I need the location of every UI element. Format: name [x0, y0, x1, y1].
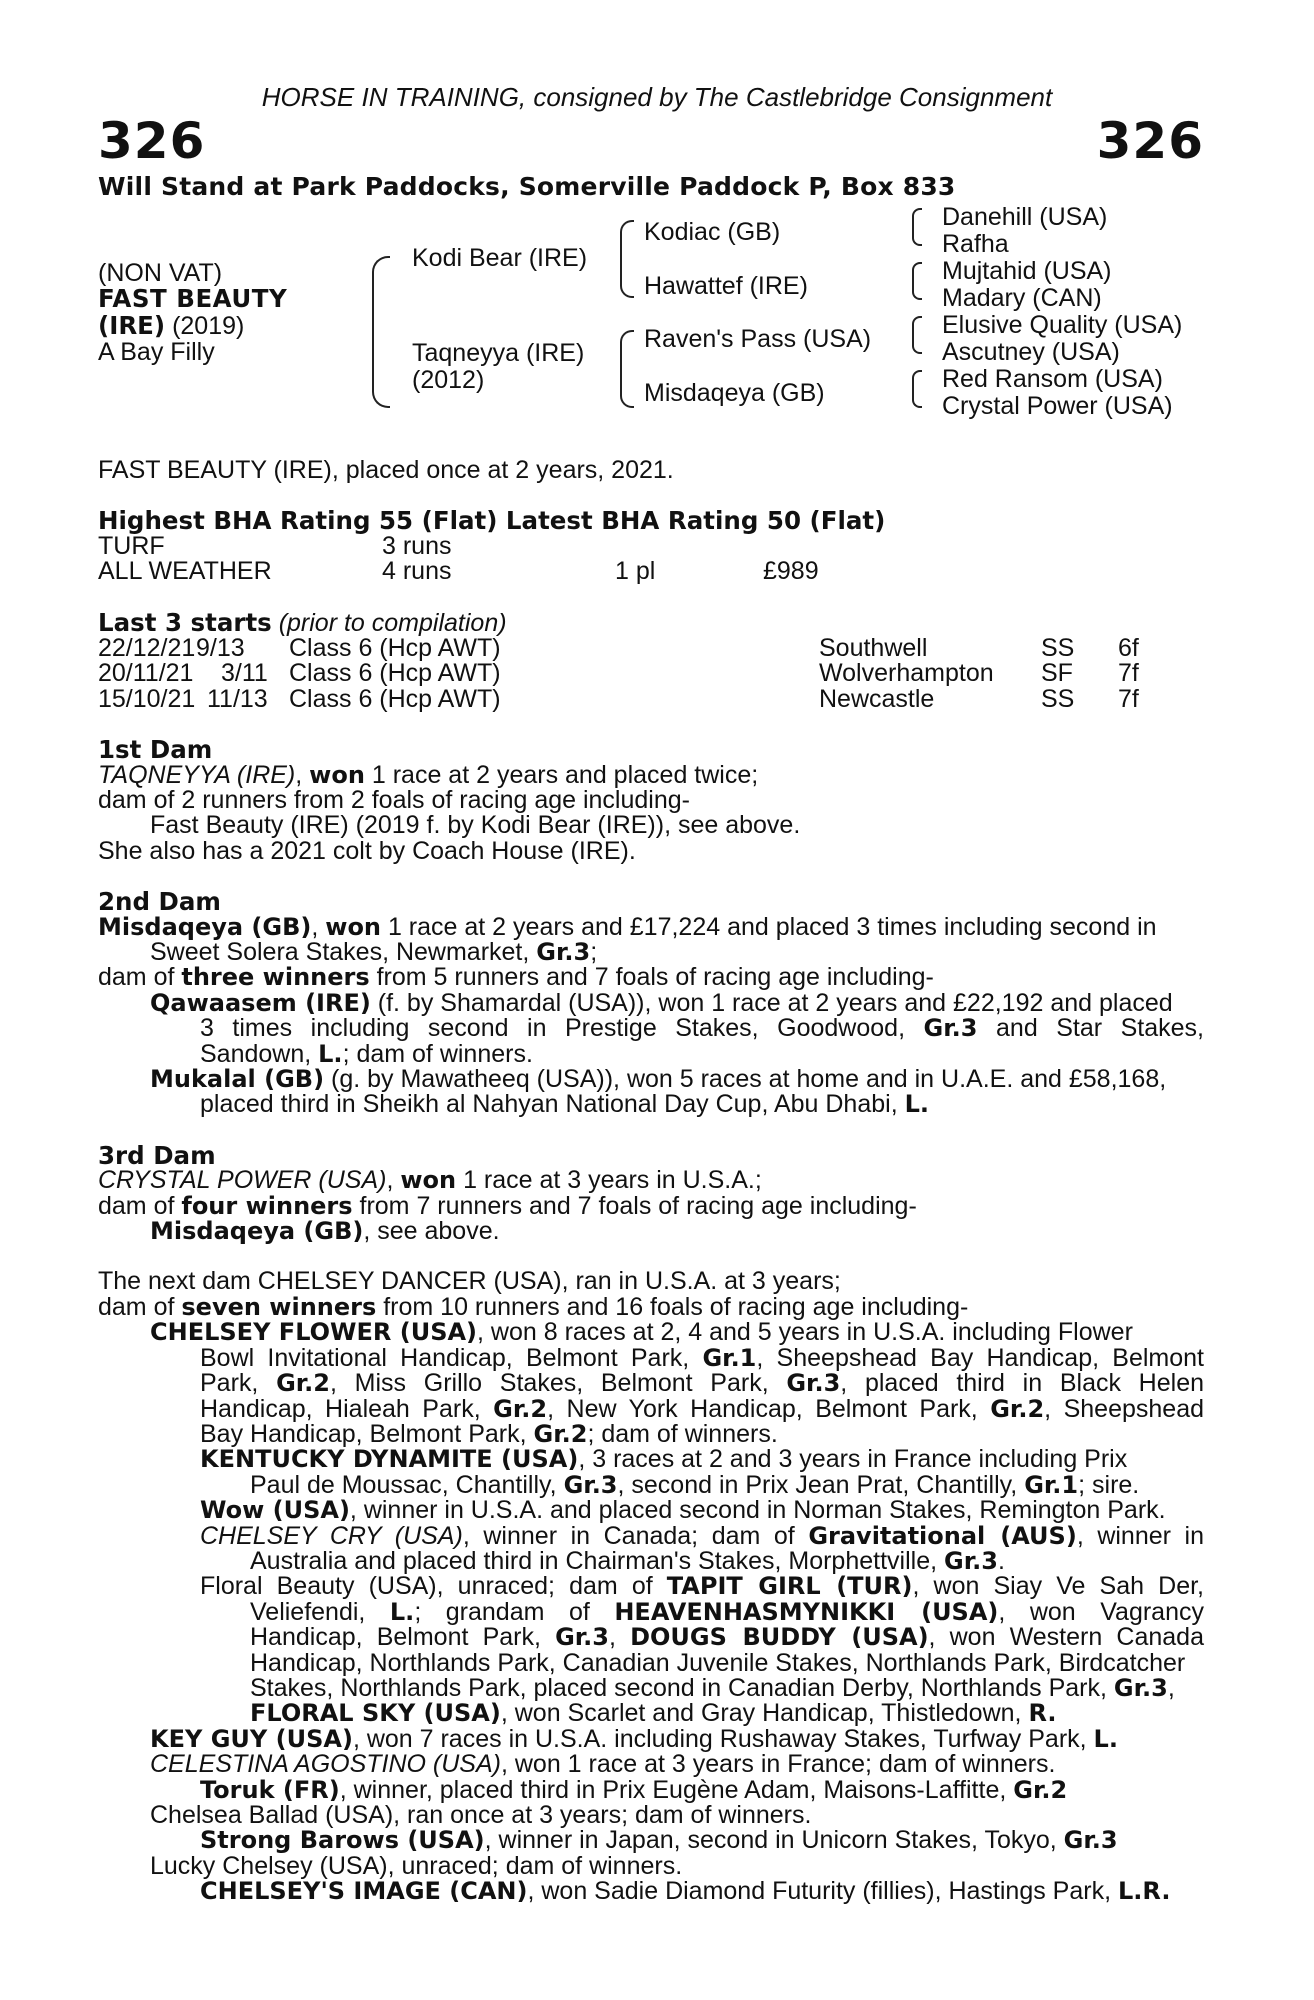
start-course: Wolverhampton	[819, 659, 994, 688]
second-dam-heading: 2nd Dam	[98, 887, 221, 917]
won-label: won	[400, 1166, 457, 1195]
vat-status: (NON VAT)	[98, 259, 223, 287]
last3-label: Last 3 starts	[98, 607, 272, 637]
start-distance: 6f	[1118, 634, 1139, 662]
progeny-entry	[98, 1470, 1204, 1499]
text: ; dam of winners.	[587, 1419, 778, 1448]
stand-location: Will Stand at Park Paddocks, Somerville Paddock P, Box 833	[98, 172, 956, 201]
last3-note: (prior to compilation)	[278, 608, 507, 637]
grade: Gr.3	[563, 1470, 618, 1499]
start-class: Class 6 (Hcp AWT)	[289, 684, 501, 713]
start-distance: 7f	[1118, 684, 1139, 713]
second-dam-name: Misdaqeya (GB)	[98, 912, 312, 941]
third-dam-heading: 3rd Dam	[98, 1140, 216, 1170]
progeny-name: Mukalal (GB)	[150, 1065, 325, 1094]
pedigree-brace	[620, 220, 634, 298]
progeny-name: Gravitational (AUS)	[808, 1521, 1077, 1550]
grade: Gr.3	[555, 1623, 609, 1652]
next-dam-line: The next dam CHELSEY DANCER (USA), ran in U.S.A. at 3 years;	[98, 1267, 841, 1296]
start-position: 11/13	[207, 684, 268, 713]
ped-sss: Danehill (USA)	[942, 203, 1108, 231]
text: Veliefendi,	[250, 1597, 390, 1626]
grade: Gr.3	[1113, 1673, 1168, 1702]
third-dam-produce	[98, 1191, 1204, 1220]
dam-year: (2012)	[412, 366, 485, 394]
start-course: Southwell	[819, 634, 928, 662]
page-header: HORSE IN TRAINING, consigned by The Castlebridge Consignment	[261, 82, 1053, 112]
text: dam of	[98, 1191, 182, 1220]
progeny-entry	[98, 1879, 1204, 1904]
rating-line: Highest BHA Rating 55 (Flat) Latest BHA Rating 50 (Flat)	[98, 506, 886, 536]
grade: Gr.2	[990, 1394, 1045, 1423]
text: , Miss Grillo Stakes, Belmont Park,	[330, 1369, 787, 1398]
first-dam-note: She also has a 2021 colt by Coach House (IRE).	[98, 836, 636, 865]
progeny-name: TAPIT GIRL (TUR)	[666, 1572, 913, 1601]
progeny-name: CELESTINA AGOSTINO (USA)	[150, 1750, 501, 1779]
text: ; sire.	[1078, 1470, 1140, 1499]
grade: L.R.	[1117, 1877, 1171, 1906]
progeny-name: DOUGS BUDDY (USA)	[630, 1623, 929, 1652]
sire: Kodi Bear (IRE)	[412, 244, 588, 272]
summary-line: FAST BEAUTY (IRE), placed once at 2 years, 2021.	[98, 456, 674, 484]
progeny-entry	[98, 1752, 1204, 1777]
grade: Gr.3	[944, 1546, 998, 1575]
first-dam-record: 1 race at 2 years and placed twice;	[364, 760, 759, 789]
text: , winner in Japan, second in Unicorn Stakes, Tokyo,	[484, 1826, 1064, 1855]
won-label: won	[309, 760, 365, 789]
grade: Gr.2	[276, 1369, 330, 1398]
grade: Gr.3	[786, 1369, 841, 1398]
first-dam-foal: Fast Beauty (IRE) (2019 f. by Kodi Bear (IRE)), see above.	[150, 811, 801, 840]
horse-origin-year	[98, 311, 244, 341]
grade: Gr.3	[923, 1014, 978, 1043]
text: placed third in Sheikh al Nahyan National Day Cup, Abu Dhabi,	[200, 1090, 905, 1119]
first-dam-produce: dam of 2 runners from 2 foals of racing age including-	[98, 785, 690, 814]
grade: Gr.1	[1024, 1470, 1079, 1499]
progeny-entry	[98, 1498, 1204, 1523]
progeny-name: Toruk (FR)	[200, 1775, 340, 1804]
progeny-entry: Lucky Chelsey (USA), unraced; dam of winners.	[150, 1851, 683, 1880]
text: Sweet Solera Stakes, Newmarket,	[150, 938, 537, 967]
start-class: Class 6 (Hcp AWT)	[289, 659, 501, 688]
text: Floral Beauty (USA), unraced; dam of	[200, 1572, 667, 1601]
start-distance: 7f	[1118, 659, 1139, 688]
horse-name: FAST BEAUTY	[98, 284, 288, 313]
progeny-name: Qawaasem (IRE)	[150, 988, 371, 1017]
progeny-entry	[98, 1016, 1204, 1041]
text: , second in Prix Jean Prat, Chantilly,	[617, 1470, 1025, 1499]
horse-description: A Bay Filly	[98, 338, 215, 366]
text: Park,	[200, 1369, 277, 1398]
text: from 10 runners and 16 foals of racing age including-	[376, 1292, 969, 1321]
text: Sandown,	[200, 1039, 319, 1068]
progeny-entry	[98, 1828, 1204, 1853]
progeny-name: KEY GUY (USA)	[150, 1724, 353, 1753]
progeny-entry	[98, 1343, 1204, 1372]
table-row	[98, 661, 1204, 686]
text: ;	[590, 938, 598, 967]
turf-label: TURF	[98, 531, 165, 560]
record-turf	[98, 531, 1204, 560]
progeny-name: Strong Barows (USA)	[200, 1826, 485, 1855]
turf-runs: 3 runs	[382, 531, 452, 560]
first-dam-name: TAQNEYYA (IRE)	[98, 760, 296, 789]
text: Paul de Moussac, Chantilly,	[250, 1470, 564, 1499]
progeny-entry	[98, 1546, 1204, 1575]
dam: Taqneyya (IRE)	[412, 339, 585, 367]
ped-ssd: Rafha	[942, 230, 1009, 258]
text: ,	[1167, 1673, 1175, 1702]
text: Handicap, Belmont Park,	[250, 1623, 556, 1652]
text: 1 race at 3 years in U.S.A.;	[456, 1166, 762, 1195]
second-dam-produce	[98, 965, 1204, 990]
text: , 3 races at 2 and 3 years in France including Prix	[578, 1445, 1128, 1474]
progeny-entry	[98, 988, 1204, 1017]
text: , won 8 races at 2, 4 and 5 years in U.S.A. including Flower	[477, 1318, 1133, 1347]
text: , Sheepshead Bay Handicap, Belmont	[756, 1343, 1204, 1372]
progeny-entry	[98, 1724, 1204, 1753]
next-dam-produce	[98, 1292, 1204, 1321]
text: ; grandam of	[414, 1597, 615, 1626]
start-date: 15/10/21	[98, 684, 196, 713]
grade: L.	[318, 1039, 343, 1068]
progeny-entry	[98, 1371, 1204, 1396]
text: .	[997, 1546, 1005, 1575]
pedigree-brace	[620, 330, 634, 408]
progeny-entry	[98, 1419, 1204, 1448]
ped-dss: Elusive Quality (USA)	[942, 311, 1183, 339]
third-dam-line: CRYSTAL POWER (USA), won 1 race at 3 years in U.S.A.;	[98, 1166, 762, 1195]
winners-count: four winners	[181, 1191, 353, 1220]
text: , New York Handicap, Belmont Park,	[547, 1394, 991, 1423]
text: Stakes, Northlands Park, placed second in Canadian Derby, Northlands Park,	[250, 1673, 1114, 1702]
start-going: SF	[1041, 659, 1073, 688]
won-label: won	[325, 912, 382, 941]
progeny-entry	[98, 1574, 1204, 1599]
dam-sire: Raven's Pass (USA)	[644, 325, 872, 353]
progeny-entry	[98, 1039, 1204, 1068]
pedigree-brace	[912, 316, 922, 354]
ped-sds: Mujtahid (USA)	[942, 257, 1112, 285]
table-row	[98, 636, 1204, 661]
text: , winner in Canada; dam of	[462, 1521, 809, 1550]
record-aw	[98, 559, 1204, 584]
start-class: Class 6 (Hcp AWT)	[289, 634, 501, 662]
pedigree-brace	[372, 256, 390, 408]
text: from 7 runners and 7 foals of racing age including-	[352, 1191, 917, 1220]
ped-dsd: Ascutney (USA)	[942, 338, 1120, 366]
last3-table	[98, 636, 1204, 712]
progeny-name: CHELSEY CRY (USA)	[200, 1521, 463, 1550]
table-row	[98, 684, 1204, 713]
grade: Gr.3	[1063, 1826, 1118, 1855]
ped-dds: Red Ransom (USA)	[942, 365, 1163, 393]
text: 3 times including second in Prestige Stakes, Goodwood,	[200, 1014, 924, 1043]
progeny-entry	[98, 1092, 1204, 1117]
text: (f. by Shamardal (USA)), won 1 race at 2 years and £22,192 and placed	[370, 988, 1173, 1017]
text: dam of	[98, 1292, 182, 1321]
text: , winner, placed third in Prix Eugène Adam, Maisons-Laffitte,	[339, 1775, 1014, 1804]
progeny-entry	[98, 1673, 1204, 1702]
last3-heading	[98, 607, 1204, 637]
text: , Sheepshead	[1044, 1394, 1205, 1423]
text: from 5 runners and 7 foals of racing age including-	[369, 963, 934, 992]
grade: L.	[1093, 1724, 1118, 1753]
progeny-entry	[98, 1394, 1205, 1423]
lot-number-left: 326	[98, 112, 206, 170]
text: , see above.	[363, 1217, 500, 1246]
text: Australia and placed third in Chairman's Stakes, Morphettville,	[250, 1546, 944, 1575]
text: Bowl Invitational Handicap, Belmont Park,	[200, 1343, 703, 1372]
sire-sire: Kodiac (GB)	[644, 218, 781, 246]
text: ; dam of winners.	[342, 1039, 533, 1068]
start-course: Newcastle	[819, 684, 935, 713]
catalogue-body	[98, 458, 1204, 1905]
text: , winner in	[1076, 1521, 1204, 1550]
progeny-name: KENTUCKY DYNAMITE (USA)	[200, 1445, 579, 1474]
start-position: 3/11	[221, 659, 268, 688]
progeny-entry	[98, 1067, 1204, 1092]
text: , winner in U.S.A. and placed second in Norman Stakes, Remington Park.	[349, 1496, 1166, 1525]
text: , won Vagrancy	[998, 1597, 1204, 1626]
pedigree-brace	[912, 262, 922, 300]
text: dam of	[98, 963, 182, 992]
aw-label: ALL WEATHER	[98, 557, 272, 586]
text: (g. by Mawatheeq (USA)), won 5 races at home and in U.A.E. and £58,168,	[324, 1065, 1167, 1094]
progeny-name: HEAVENHASMYNIKKI (USA)	[614, 1597, 999, 1626]
lot-number-right: 326	[1096, 112, 1204, 170]
pedigree-brace	[912, 208, 922, 246]
grade: L.	[389, 1597, 415, 1626]
progeny-entry: Handicap, Northlands Park, Canadian Juvenile Stakes, Northlands Park, Birdcatcher	[250, 1648, 1186, 1677]
second-dam-record: 1 race at 2 years and £17,224 and placed 3 times including second in	[381, 912, 1157, 941]
grade: Gr.1	[702, 1343, 757, 1372]
text: Bay Handicap, Belmont Park,	[200, 1419, 534, 1448]
progeny-entry	[98, 1701, 1204, 1726]
aw-prize: £989	[763, 557, 819, 586]
grade: Gr.3	[536, 938, 591, 967]
horse-year: (2019)	[165, 312, 245, 340]
progeny-name: FLORAL SKY (USA)	[250, 1699, 501, 1728]
progeny-entry: Chelsea Ballad (USA), ran once at 3 years; dam of winners.	[150, 1801, 812, 1830]
horse-origin: (IRE)	[98, 311, 166, 340]
text: , won Sadie Diamond Futurity (fillies), Hastings Park,	[527, 1877, 1118, 1906]
grade: Gr.2	[493, 1394, 548, 1423]
second-dam-line: Misdaqeya (GB), won 1 race at 2 years and £17,224 and placed 3 times including second in	[98, 912, 1157, 941]
text: , won 1 race at 3 years in France; dam of winners.	[500, 1750, 1056, 1779]
progeny-entry	[98, 1597, 1204, 1626]
first-dam-line: TAQNEYYA (IRE), won 1 race at 2 years and placed twice;	[98, 760, 759, 789]
progeny-name: CHELSEY FLOWER (USA)	[150, 1318, 478, 1347]
ped-ddd: Crystal Power (USA)	[942, 392, 1173, 420]
winners-count: seven winners	[181, 1292, 377, 1321]
text: ,	[609, 1623, 631, 1652]
grade: Gr.2	[1013, 1775, 1068, 1804]
grade: R.	[1028, 1699, 1057, 1728]
start-position: 9/13	[196, 634, 245, 662]
winners-count: three winners	[181, 963, 370, 992]
ped-sdd: Madary (CAN)	[942, 284, 1102, 312]
start-date: 20/11/21	[98, 659, 194, 688]
aw-placed: 1 pl	[615, 557, 656, 586]
progeny-entry	[98, 1775, 1204, 1804]
progeny-entry	[98, 1447, 1204, 1472]
start-date: 22/12/21	[98, 634, 196, 662]
text: , placed third in Black Helen	[840, 1369, 1204, 1398]
progeny-name: Wow (USA)	[200, 1496, 350, 1525]
progeny-entry	[98, 1320, 1204, 1345]
progeny-name: CHELSEY'S IMAGE (CAN)	[200, 1877, 528, 1906]
progeny-name: Misdaqeya (GB)	[150, 1217, 364, 1246]
first-dam-heading: 1st Dam	[98, 735, 213, 765]
progeny-entry	[98, 1521, 1204, 1550]
grade: Gr.2	[533, 1419, 588, 1448]
progeny-entry	[98, 1219, 1204, 1244]
dam-dam: Misdaqeya (GB)	[644, 379, 825, 407]
aw-runs: 4 runs	[382, 557, 452, 586]
pedigree-brace	[912, 370, 922, 408]
second-dam-line	[98, 940, 1204, 965]
start-going: SS	[1041, 634, 1075, 662]
text: and Star Stakes,	[977, 1014, 1204, 1043]
start-going: SS	[1041, 684, 1075, 713]
third-dam-name: CRYSTAL POWER (USA)	[98, 1166, 387, 1195]
text: , won Siay Ve Sah Der,	[912, 1572, 1205, 1601]
progeny-entry	[98, 1625, 1204, 1650]
text: Handicap, Hialeah Park,	[200, 1394, 494, 1423]
grade: L.	[904, 1090, 930, 1119]
text: , won Scarlet and Gray Handicap, Thistledown,	[500, 1699, 1029, 1728]
sire-dam: Hawattef (IRE)	[644, 272, 808, 300]
text: , won Western Canada	[928, 1623, 1204, 1652]
text: , won 7 races in U.S.A. including Rushaway Stakes, Turfway Park,	[352, 1724, 1094, 1753]
